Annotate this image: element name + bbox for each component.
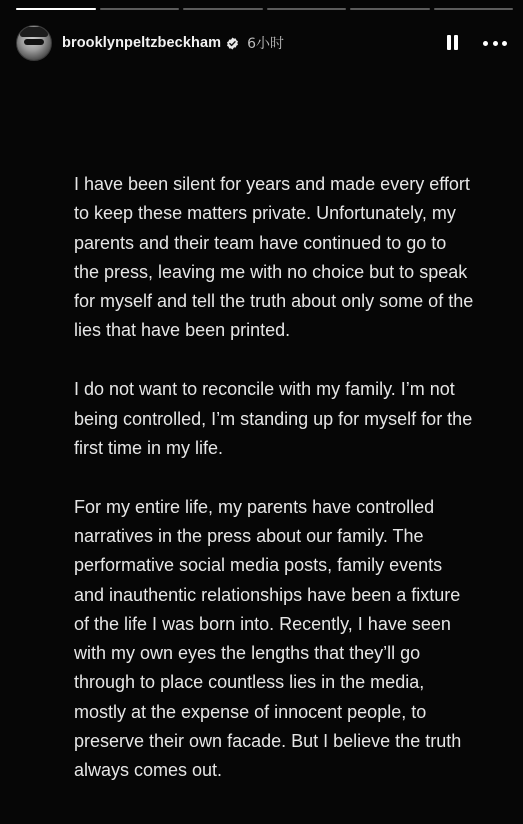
verified-badge-icon <box>226 37 239 50</box>
story-progress-bar <box>16 8 513 11</box>
avatar[interactable] <box>16 25 52 61</box>
progress-segment-6 <box>434 8 514 10</box>
progress-segment-3 <box>183 8 263 10</box>
story-header <box>16 24 507 62</box>
statement-paragraph: For my entire life, my parents have controlled narratives in the press about our family. The performative social media posts, family events and inauthentic relationships have been a fixture of the life I was born into. Recently, I have seen with my own eyes the lengths that they’ll go through to place countless lies in the media, mostly at the expense of innocent people, to preserve their own facade. But I believe the truth always comes out. <box>74 496 462 781</box>
more-dot <box>483 41 488 46</box>
statement-paragraph: I have been silent for years and made every effort to keep these matters private. Unfortunately, my parents and their team have continued to go to the press, leaving me with no choice but to speak for myself and tell the truth about only some of the lies that have been printed. <box>74 174 474 341</box>
more-dot <box>493 41 498 46</box>
progress-segment-2 <box>100 8 180 10</box>
more-dot <box>502 41 507 46</box>
statement-text <box>74 170 475 815</box>
avatar-glasses <box>24 39 44 45</box>
progress-segment-4 <box>267 8 347 10</box>
avatar-hat <box>20 27 48 37</box>
progress-segment-5 <box>350 8 430 10</box>
statement-paragraph: I do not want to reconcile with my family. I’m not being controlled, I’m standing up for myself for the first time in my life. <box>74 379 473 458</box>
post-timestamp: 6小时 <box>247 36 285 52</box>
progress-segment-1 <box>16 8 96 10</box>
more-horizontal-icon[interactable] <box>483 34 507 52</box>
username[interactable]: brooklynpeltzbeckham <box>62 35 222 51</box>
pause-icon[interactable] <box>445 34 459 52</box>
progress-fill <box>16 8 96 10</box>
